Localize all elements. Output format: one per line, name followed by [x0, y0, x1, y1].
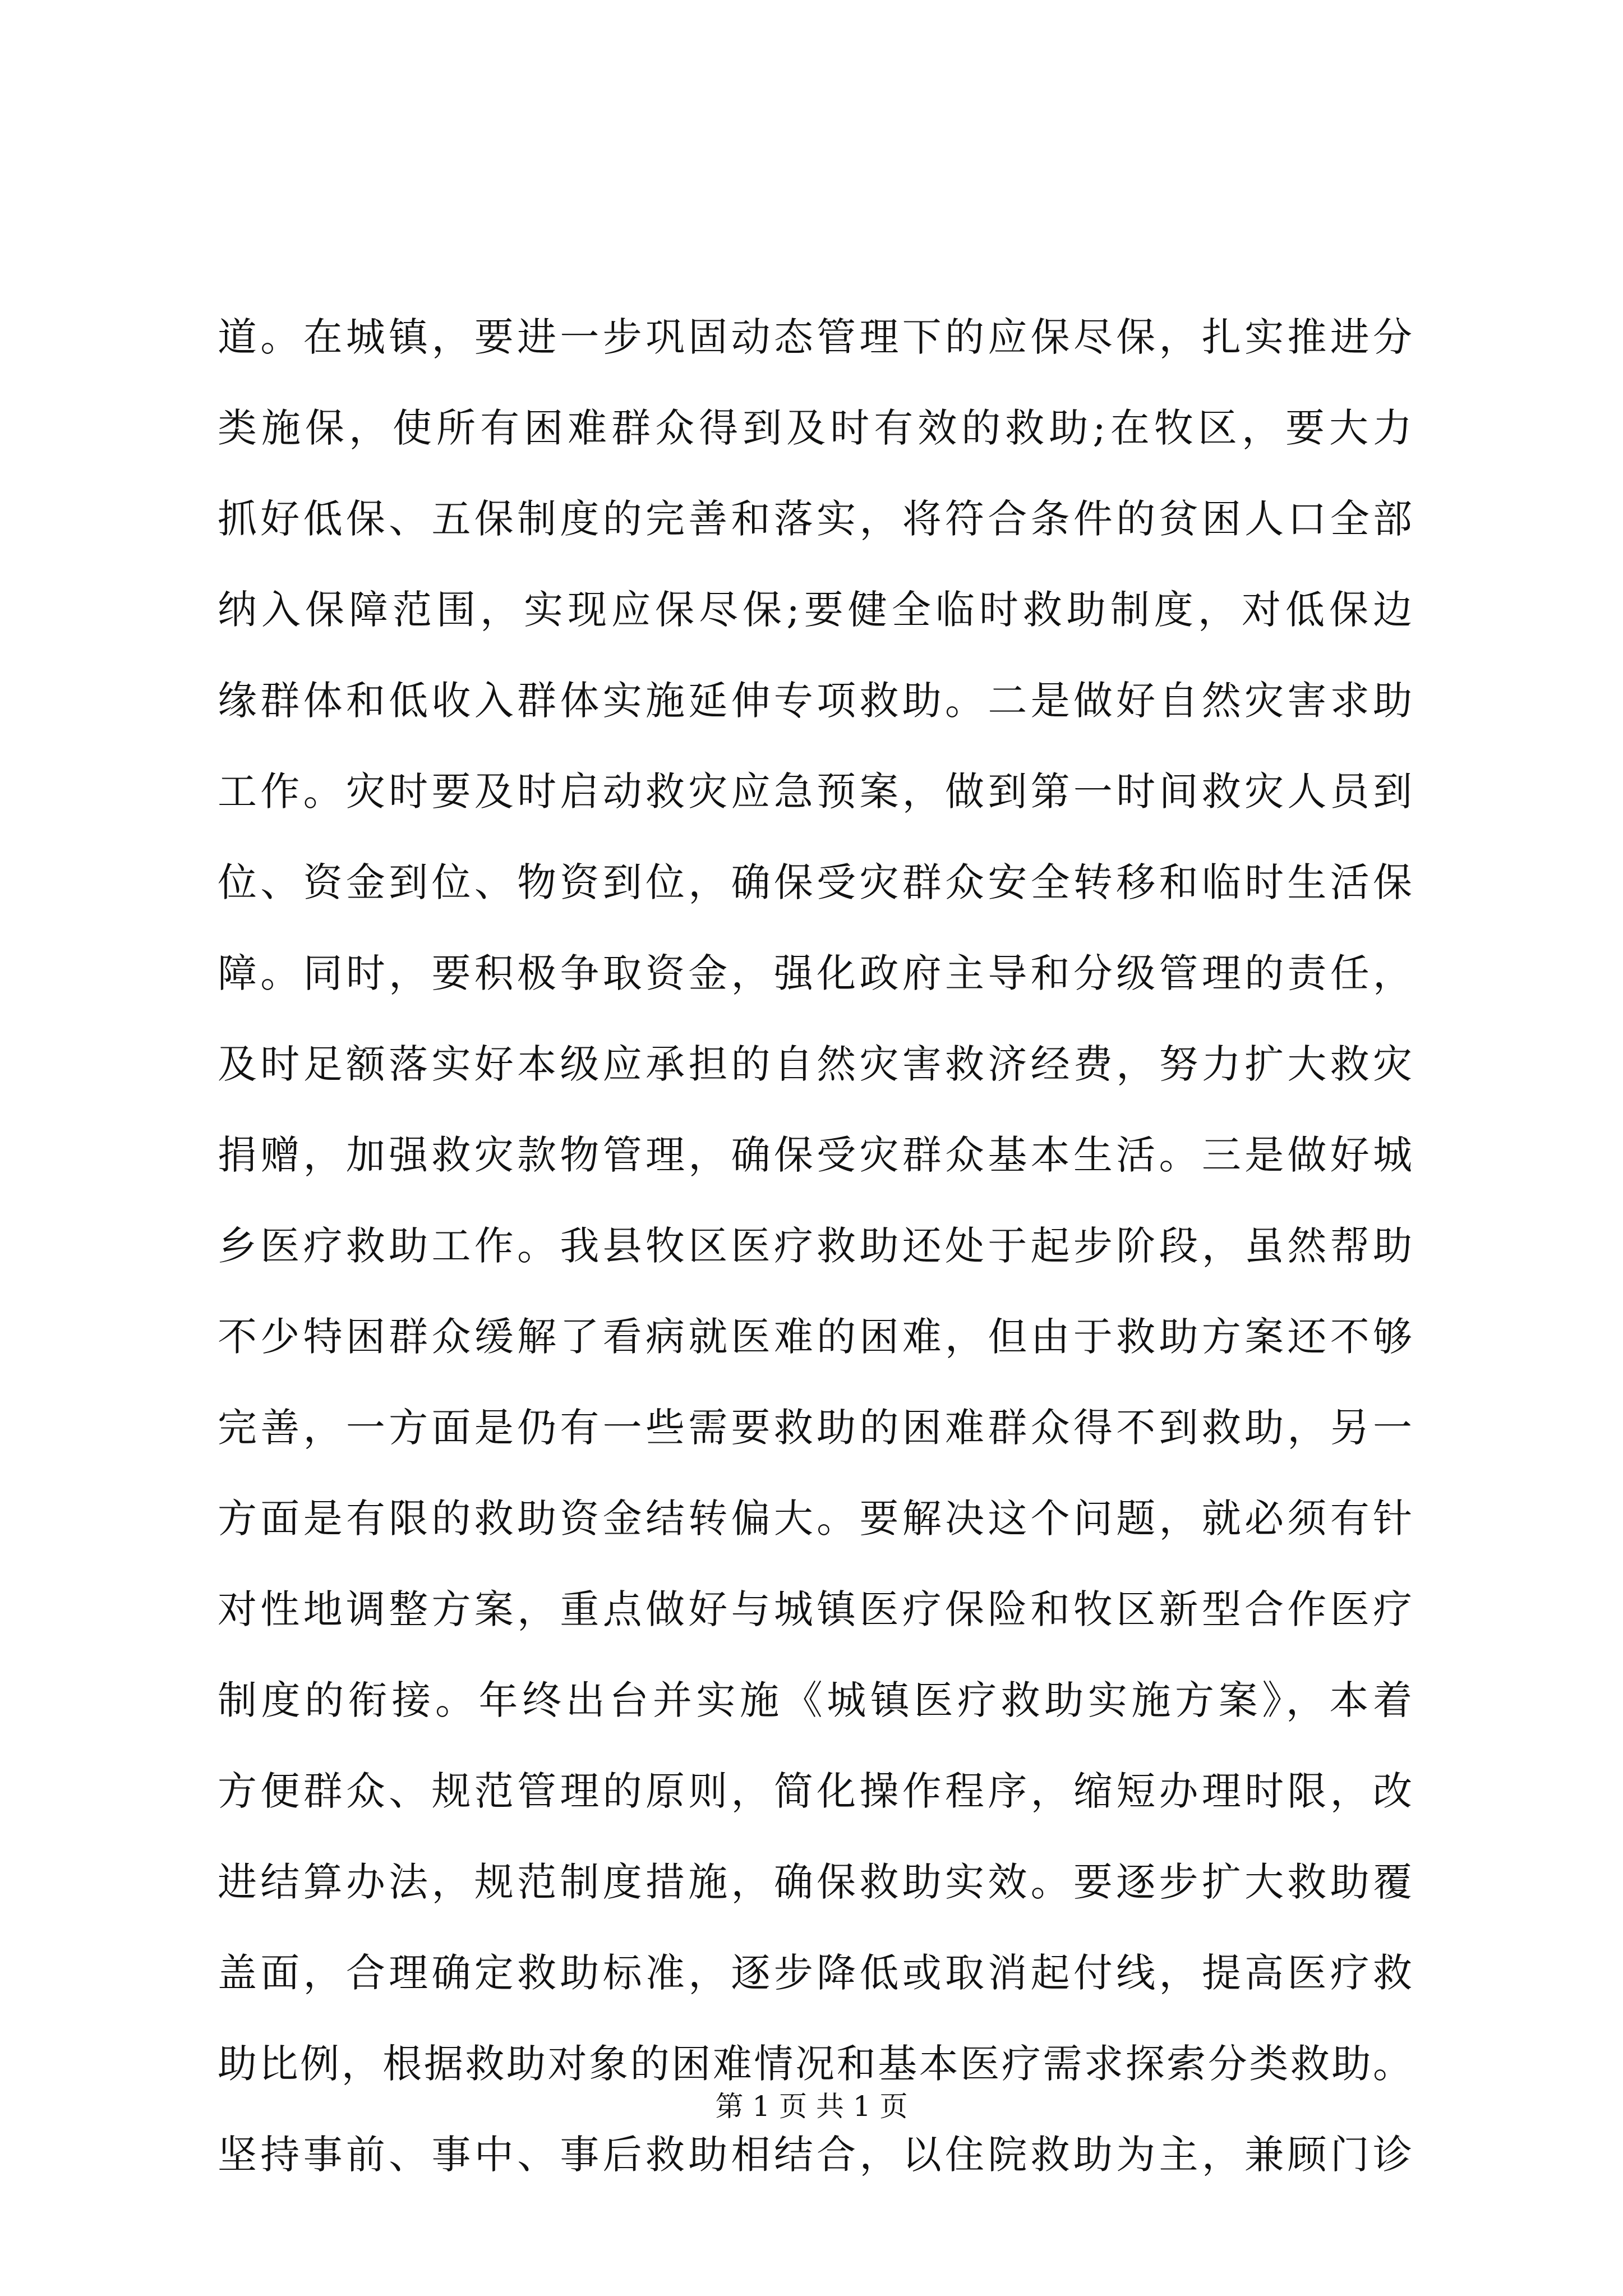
text-line: 制度的衔接。年终出台并实施《城镇医疗救助实施方案》，本着: [218, 1677, 1412, 1723]
text-line: 位、资金到位、物资到位，确保受灾群众安全转移和临时生活保: [218, 859, 1412, 905]
page-number: 第 1 页 共 1 页: [715, 2090, 908, 2123]
text-line: 障。同时，要积极争取资金，强化政府主导和分级管理的责任，: [218, 950, 1412, 996]
body-text: [218, 292, 1412, 2200]
text-line: 捐赠，加强救灾款物管理，确保受灾群众基本生活。三是做好城: [218, 1132, 1412, 1178]
text-line: 缘群体和低收入群体实施延伸专项救助。二是做好自然灾害求助: [218, 678, 1412, 724]
text-line: 方便群众、规范管理的原则，简化操作程序，缩短办理时限，改: [218, 1768, 1412, 1814]
text-line: 抓好低保、五保制度的完善和落实，将符合条件的贫困人口全部: [218, 496, 1412, 542]
text-line: 完善，一方面是仍有一些需要救助的困难群众得不到救助，另一: [218, 1405, 1412, 1451]
text-line: 进结算办法，规范制度措施，确保救助实效。要逐步扩大救助覆: [218, 1859, 1412, 1905]
text-line: 坚持事前、事中、事后救助相结合，以住院救助为主，兼顾门诊: [218, 2132, 1412, 2178]
text-line: 道。在城镇，要进一步巩固动态管理下的应保尽保，扎实推进分: [218, 314, 1412, 360]
text-line: 对性地调整方案，重点做好与城镇医疗保险和牧区新型合作医疗: [218, 1586, 1412, 1632]
text-line: 及时足额落实好本级应承担的自然灾害救济经费，努力扩大救灾: [218, 1041, 1412, 1087]
text-line: 类施保，使所有困难群众得到及时有效的救助;在牧区，要大力: [218, 405, 1412, 451]
page-footer: [0, 2087, 1623, 2126]
text-line: 乡医疗救助工作。我县牧区医疗救助还处于起步阶段，虽然帮助: [218, 1223, 1412, 1269]
text-line: 方面是有限的救助资金结转偏大。要解决这个问题，就必须有针: [218, 1496, 1412, 1542]
text-line: 盖面，合理确定救助标准，逐步降低或取消起付线，提高医疗救: [218, 1950, 1412, 1996]
text-line: 纳入保障范围，实现应保尽保;要健全临时救助制度，对低保边: [218, 587, 1412, 633]
text-line: 工作。灾时要及时启动救灾应急预案，做到第一时间救灾人员到: [218, 769, 1412, 815]
text-line: 不少特困群众缓解了看病就医难的困难，但由于救助方案还不够: [218, 1314, 1412, 1360]
text-line: 助比例，根据救助对象的困难情况和基本医疗需求探索分类救助。: [218, 2041, 1412, 2087]
